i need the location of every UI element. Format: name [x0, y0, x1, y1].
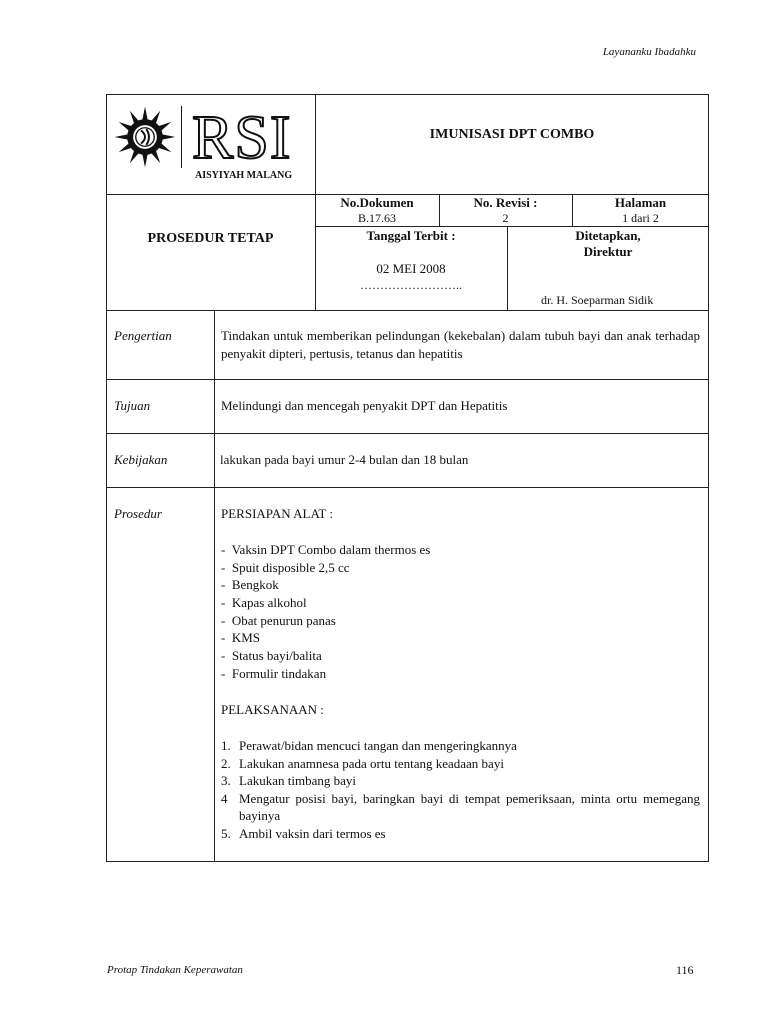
halaman-label: Halaman — [614, 195, 667, 210]
persiapan-item — [221, 541, 691, 559]
pelaksanaan-item-text: Perawat/bidan mencuci tangan dan mengeringkannya — [239, 738, 517, 753]
list-dash: - — [221, 559, 232, 575]
tanggal-terbit-label: Tanggal Terbit : — [366, 228, 456, 243]
pelaksanaan-item-text: Mengatur posisi bayi, baringkan bayi di tempat pemeriksaan, minta ortu memegang bayinya — [239, 790, 700, 823]
no-dokumen-label: No.Dokumen — [340, 195, 414, 210]
pengertian-text: Tindakan untuk memberikan pelindungan (kekebalan) dalam tubuh bayi dan anak terhadap penyakit dipteri, pertusis, tetanus dan hepatitis — [221, 328, 700, 361]
doc-type-label: PROSEDUR TETAP — [147, 231, 274, 246]
pelaksanaan-item — [221, 737, 700, 755]
document-title: IMUNISASI DPT COMBO — [429, 127, 595, 142]
footer-title: Protap Tindakan Keperawatan — [107, 964, 243, 976]
logo — [112, 104, 312, 188]
persiapan-item — [221, 559, 691, 577]
pelaksanaan-item-number: 3. — [221, 773, 231, 788]
running-header: Layananku Ibadahku — [602, 46, 696, 58]
signatory-name: dr. H. Soeparman Sidik — [541, 293, 654, 307]
persiapan-item-text: Status bayi/balita — [231, 648, 322, 664]
pelaksanaan-item-number: 2. — [221, 755, 231, 771]
pelaksanaan-item-text: Lakukan timbang bayi — [239, 773, 356, 788]
persiapan-item-text: KMS — [231, 630, 261, 646]
persiapan-item-text: Vaksin DPT Combo dalam thermos es — [231, 542, 431, 557]
persiapan-item — [221, 612, 691, 630]
tujuan-label: Tujuan — [114, 398, 151, 413]
list-dash: - — [221, 648, 232, 664]
pelaksanaan-item — [221, 772, 700, 790]
logo-subtitle: AISYIYAH MALANG — [195, 170, 293, 181]
kebijakan-text: lakukan pada bayi umur 2-4 bulan dan 18 bulan — [220, 452, 469, 467]
persiapan-list — [221, 541, 691, 683]
persiapan-item — [221, 647, 691, 665]
persiapan-item-text: Formulir tindakan — [231, 665, 327, 681]
persiapan-item — [221, 629, 691, 647]
pengertian-label: Pengertian — [114, 328, 172, 343]
persiapan-item-text: Kapas alkohol — [231, 595, 307, 611]
pelaksanaan-item-text: Ambil vaksin dari termos es — [239, 825, 386, 841]
pelaksanaan-item-number: 1. — [221, 738, 231, 753]
pelaksanaan-item-text: Lakukan anamnesa pada ortu tentang keadaan bayi — [239, 755, 504, 771]
persiapan-item — [221, 576, 691, 594]
no-dokumen-value: B.17.63 — [357, 211, 396, 225]
persiapan-item-text: Spuit disposible 2,5 cc — [231, 559, 350, 575]
rsi-wordmark — [190, 106, 308, 166]
persiapan-item — [221, 665, 691, 683]
no-revisi-label: No. Revisi : — [473, 195, 538, 210]
list-dash: - — [221, 542, 232, 557]
persiapan-item-text: Bengkok — [231, 577, 279, 593]
page-number: 116 — [676, 963, 694, 977]
persiapan-item-text: Obat penurun panas — [231, 612, 336, 628]
persiapan-heading: PERSIAPAN ALAT : — [221, 506, 333, 521]
svg-text:RSI: RSI — [192, 106, 292, 166]
pelaksanaan-list — [221, 737, 700, 842]
no-revisi-value: 2 — [502, 211, 509, 225]
ditetapkan-label: Ditetapkan, — [575, 228, 641, 243]
pelaksanaan-heading: PELAKSANAAN : — [221, 702, 324, 717]
list-dash: - — [221, 630, 232, 646]
direktur-label: Direktur — [583, 244, 633, 259]
kebijakan-label: Kebijakan — [114, 452, 168, 467]
muhammadiyah-sun-emblem-icon — [112, 104, 178, 170]
prosedur-label: Prosedur — [114, 506, 162, 521]
pelaksanaan-item-number: 5. — [221, 825, 231, 841]
tujuan-text: Melindungi dan mencegah penyakit DPT dan Hepatitis — [221, 398, 508, 413]
pelaksanaan-item — [221, 755, 700, 773]
pelaksanaan-item-number: 4 — [221, 790, 228, 806]
tanggal-dots: …………………….. — [360, 278, 462, 292]
pelaksanaan-item — [221, 790, 700, 825]
pelaksanaan-item — [221, 825, 700, 843]
halaman-value: 1 dari 2 — [622, 211, 659, 225]
tanggal-terbit-value: 02 MEI 2008 — [376, 261, 446, 276]
list-dash: - — [221, 595, 232, 611]
persiapan-item — [221, 594, 691, 612]
list-dash: - — [221, 665, 232, 681]
list-dash: - — [221, 612, 232, 628]
list-dash: - — [221, 577, 232, 593]
